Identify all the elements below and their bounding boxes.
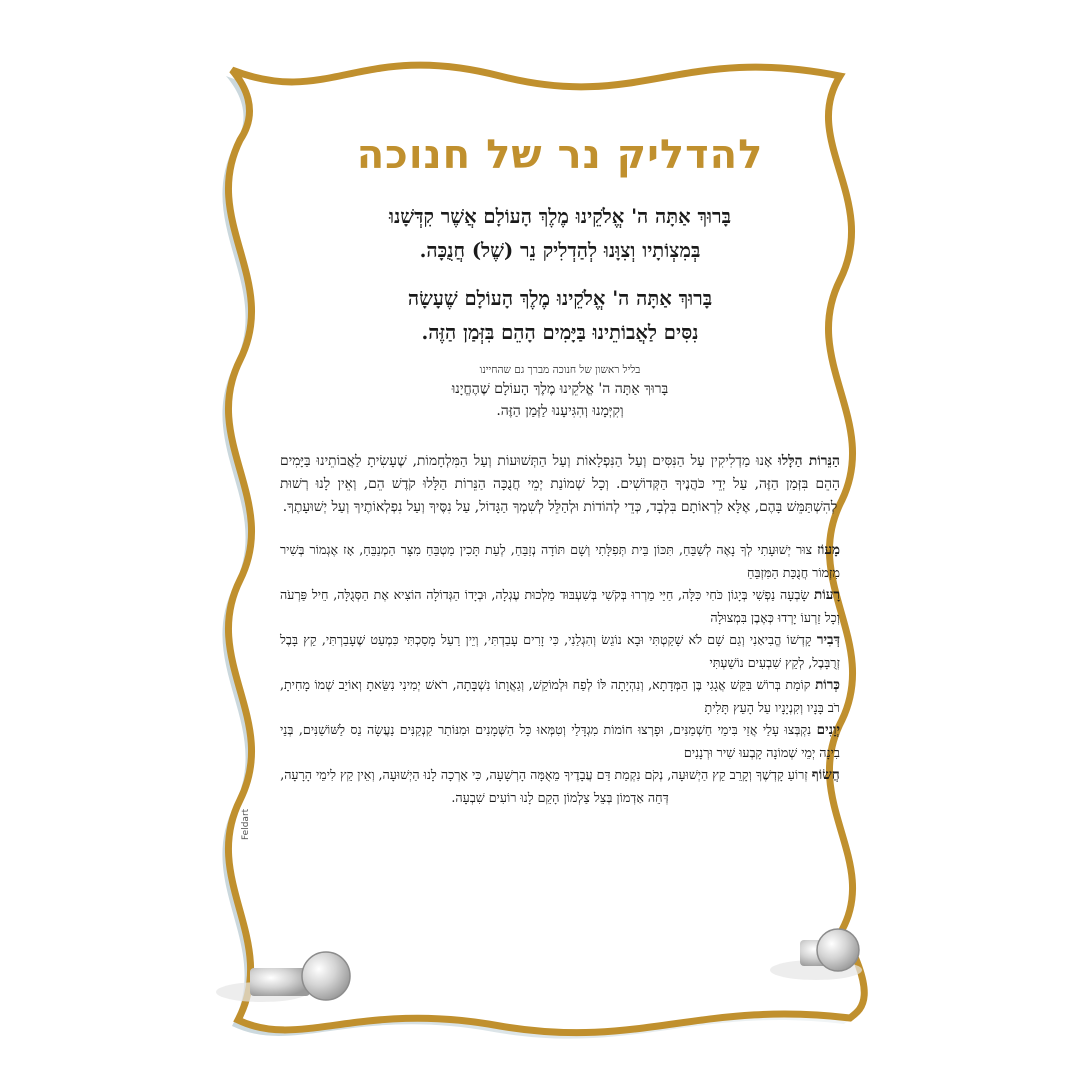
page-title: להדליק נר של חנוכה xyxy=(356,132,764,178)
stanza-text: קָדְשׁוֹ הֱבִיאַנִי וְגַם שָׁם לֹא שָׁקַטְתִּי וּבָא נוֹגֵשׂ וְהִגְלַנִי, כִּי זָרִים עָבַדְתִּי, וְיֵין רַעַל מָסַכְתִּי כִּמְעַט שֶׁעָבַרְתִּי, קֵץ בָּבֶל זְרֻבָּבֶל, לְקֵץ שִׁבְעִים נוֹשַׁעְתִּי xyxy=(280,632,840,670)
stanza-maoz xyxy=(280,539,840,584)
stanza-lead: דְּבִיר xyxy=(816,632,840,648)
blessing-she-asa-nisim xyxy=(280,282,840,350)
blessing-candle-lighting xyxy=(280,200,840,268)
stanza-text: צוּר יְשׁוּעָתִי לְךָ נָאֶה לְשַׁבֵּחַ, תִּכּוֹן בֵּית תְּפִלָּתִי וְשָׁם תּוֹדָה נְזַבֵּחַ, לְעֵת תָּכִין מַטְבֵּחַ מִצָּר הַמְנַבֵּחַ, אָז אֶגְמוֹר בְּשִׁיר מִזְמוֹר חֲנֻכַּת הַמִּזְבֵּחַ xyxy=(280,542,840,580)
stanza-lead: כְּרוֹת xyxy=(815,677,840,693)
first-night-note: בליל ראשון של חנוכה מברך גם שהחיינו xyxy=(479,364,641,376)
hanerot-lead: הַנֵּרוֹת הַלָּלוּ xyxy=(778,453,840,469)
stanza-chasof xyxy=(280,764,840,809)
hanerot-halalu-paragraph xyxy=(280,450,840,519)
stanza-lead: מָעוֹז xyxy=(817,542,840,558)
stanza-yevanim xyxy=(280,719,840,764)
prayer-content xyxy=(280,118,840,809)
blessing-line: נִסִּים לַאֲבוֹתֵינוּ בַּיָּמִים הָהֵם בִּזְּמַן הַזֶּה. xyxy=(421,321,699,344)
stanza-dvir xyxy=(280,629,840,674)
stanza-krot xyxy=(280,674,840,719)
stanza-lead: חֲשׂוֹף xyxy=(811,767,840,783)
stanza-raot xyxy=(280,584,840,629)
stanza-text: זְרוֹעַ קָדְשֶׁךָ וְקָרֵב קֵץ הַיְשׁוּעָה, נְקֹם נִקְמַת דַּם עֲבָדֶיךָ מֵאֻמָּה הָרְשָׁעָה, כִּי אָרְכָה לָנוּ הַיְשׁוּעָה, וְאֵין קֵץ לִימֵי הָרָעָה, דְּחֵה אַדְמוֹן בְּצֵל צַלְמוֹן הָקֵם לָנוּ רוֹעִים שִׁבְעָה. xyxy=(280,767,812,805)
maoz-tzur-song xyxy=(280,539,840,809)
blessing-line: בָּרוּךְ אַתָּה ה' אֱלֹקֵינוּ מֶלֶךְ הָעוֹלָם שֶׁעָשָׂה xyxy=(407,287,713,310)
stanza-lead: יְוָנִים xyxy=(816,722,840,738)
maker-mark: Feldart xyxy=(241,808,251,840)
blessing-line: בָּרוּךְ אַתָּה ה' אֱלֹקֵינוּ מֶלֶךְ הָעוֹלָם אֲשֶׁר קִדְּשָׁנוּ xyxy=(388,205,732,228)
blessing-line: בָּרוּךְ אַתָּה ה' אֱלֹקֵינוּ מֶלֶךְ הָעוֹלָם שֶׁהֶחֱיָנוּ xyxy=(451,381,669,397)
blessing-line: וְקִיְּמָנוּ וְהִגִּיעָנוּ לַזְּמַן הַזֶּה. xyxy=(496,403,624,419)
blessing-line: בְּמִצְוֹתָיו וְצִוָּנוּ לְהַדְלִיק נֵר (שֶׁל) חֲנֻכָּה. xyxy=(419,239,701,262)
stanza-text: קוֹמַת בְּרוֹשׁ בִּקֵּשׁ אֲגָגִי בֶּן הַמְּדָתָא, וְנִהְיָתָה לּוֹ לְפַח וּלְמוֹקֵשׁ, וְגַאֲוָתוֹ נִשְׁבָּתָה, רֹאשׁ יְמִינִי נִשֵּׂאתָ וְאוֹיֵב שְׁמוֹ מָחִיתָ, רֹב בָּנָיו וְקִנְיָנָיו עַל הָעֵץ תָּלִיתָ xyxy=(280,677,840,715)
stanza-lead: רָעוֹת xyxy=(814,587,840,603)
blessing-shehecheyanu xyxy=(280,378,840,422)
hanerot-text: אָנוּ מַדְלִיקִין עַל הַנִּסִּים וְעַל הַנִּפְלָאוֹת וְעַל הַתְּשׁוּעוֹת וְעַל הַמִּלְחָמוֹת, שֶׁעָשִׂיתָ לַאֲבוֹתֵינוּ בַּיָּמִים הָהֵם בִּזְּמַן הַזֶּה, עַל יְדֵי כֹּהֲנֶיךָ הַקְּדוֹשִׁים. וְכָל שְׁמוֹנַת יְמֵי חֲנֻכָּה הַנֵּרוֹת הַלָּלוּ קֹדֶשׁ הֵם, וְאֵין לָנוּ רְשׁוּת לְהִשְׁתַּמֵּשׁ בָּהֶם, אֶלָּא לִרְאוֹתָם בִּלְבָד, כְּדֵי לְהוֹדוֹת וּלְהַלֵּל לְשִׁמְךָ הַגָּדוֹל, עַל נִסֶּיךָ וְעַל נִפְלְאוֹתֶיךָ וְעַל יְשׁוּעָתֶךָ. xyxy=(280,453,840,515)
stanza-text: שָׂבְעָה נַפְשִׁי בְּיָגוֹן כֹּחִי כִּלָּה, חַיַּי מֵרְרוּ בְּקֹשִׁי בְּשִׁעְבּוּד מַלְכוּת עֶגְלָה, וּבְיָדוֹ הַגְּדוֹלָה הוֹצִיא אֶת הַסְּגֻלָּה, חֵיל פַּרְעֹה וְכָל זַרְעוֹ יָרְדוּ כְּאֶבֶן בִּמְצוּלָה xyxy=(280,587,840,625)
stanza-text: נִקְבְּצוּ עָלַי אֲזַי בִּימֵי חַשְׁמַנִּים, וּפָרְצוּ חוֹמוֹת מִגְדָּלַי וְטִמְּאוּ כָּל הַשְּׁמָנִים וּמִנּוֹתַר קַנְקַנִּים נַעֲשָׂה נֵס לַשּׁוֹשַׁנִּים, בְּנֵי בִינָה יְמֵי שְׁמוֹנָה קָבְעוּ שִׁיר וּרְנָנִים xyxy=(280,722,840,760)
